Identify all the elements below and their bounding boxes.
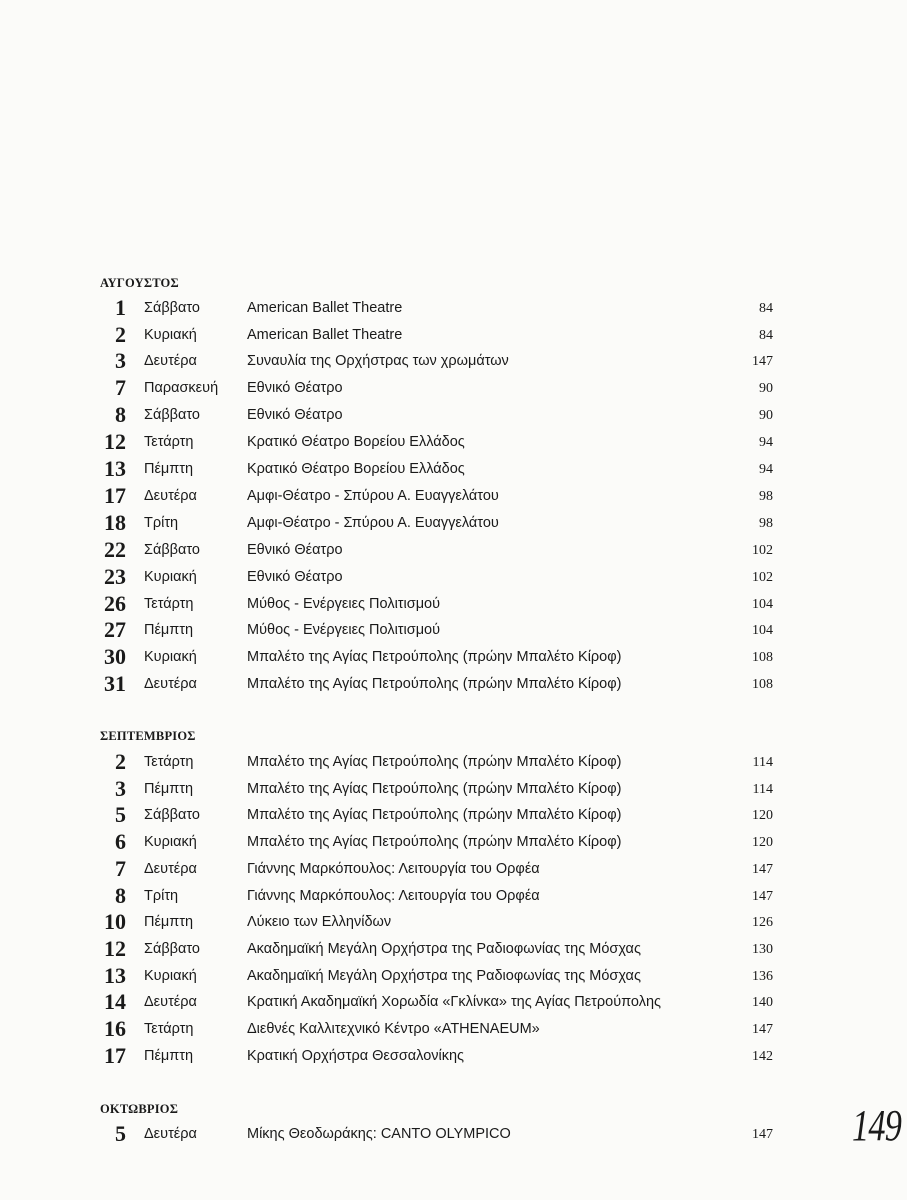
page-reference: 126 [752,915,773,930]
page-reference: 114 [752,782,773,797]
schedule-row [0,883,907,912]
event-title: Αμφι-Θέατρο - Σπύρου Α. Ευαγγελάτου [247,515,499,531]
day-number: 5 [115,1121,126,1146]
weekday: Σάββατο [144,407,200,423]
month-heading: ΣΕΠΤΕΜΒΡΙΟΣ [100,729,196,743]
page-number: 149 [852,1101,902,1150]
page-reference: 140 [752,995,773,1010]
page-reference: 94 [759,462,773,477]
schedule-row [0,776,907,805]
day-number: 5 [115,802,126,827]
weekday: Δευτέρα [144,994,197,1010]
page-reference: 102 [752,570,773,585]
page-reference: 104 [752,623,773,638]
event-title: Εθνικό Θέατρο [247,380,343,396]
schedule-row [0,456,907,485]
weekday: Πέμπτη [144,1048,194,1064]
event-title: Γιάννης Μαρκόπουλος: Λειτουργία του Ορφέα [247,888,540,904]
page-reference: 94 [759,435,773,450]
page-reference: 147 [752,1022,773,1037]
day-number: 31 [104,671,126,696]
day-number: 13 [104,456,126,481]
schedule-row [0,1043,907,1072]
event-title: American Ballet Theatre [247,327,403,343]
schedule-row [0,989,907,1018]
weekday: Δευτέρα [144,676,197,692]
weekday: Παρασκευή [144,380,219,396]
page-reference: 147 [752,354,773,369]
schedule-row [0,591,907,620]
schedule-row [0,348,907,377]
day-number: 2 [115,322,126,347]
schedule-row [0,375,907,404]
day-number: 13 [104,963,126,988]
page-reference: 120 [752,835,773,850]
event-title: American Ballet Theatre [247,300,403,316]
page-reference: 147 [752,889,773,904]
page-reference: 147 [752,1127,773,1142]
page-reference: 98 [759,489,773,504]
event-title: Μπαλέτο της Αγίας Πετρούπολης (πρώην Μπαλέτο Κίροφ) [247,754,622,770]
page-reference: 120 [752,808,773,823]
weekday: Κυριακή [144,968,197,984]
day-number: 3 [115,348,126,373]
day-number: 27 [104,617,126,642]
schedule-row [0,510,907,539]
page-reference: 90 [759,381,773,396]
schedule-row [0,963,907,992]
schedule-row [0,802,907,831]
weekday: Κυριακή [144,649,197,665]
schedule-row [0,749,907,778]
event-title: Μπαλέτο της Αγίας Πετρούπολης (πρώην Μπαλέτο Κίροφ) [247,834,622,850]
weekday: Κυριακή [144,834,197,850]
event-title: Συναυλία της Ορχήστρας των χρωμάτων [247,353,509,369]
weekday: Δευτέρα [144,488,197,504]
page-reference: 114 [752,755,773,770]
weekday: Τετάρτη [144,596,194,612]
page-reference: 84 [759,328,773,343]
day-number: 12 [104,936,126,961]
weekday: Κυριακή [144,569,197,585]
day-number: 8 [115,402,126,427]
event-title: Αμφι-Θέατρο - Σπύρου Α. Ευαγγελάτου [247,488,499,504]
day-number: 17 [104,1043,126,1068]
page-reference: 102 [752,543,773,558]
schedule-row [0,644,907,673]
page-reference: 142 [752,1049,773,1064]
day-number: 2 [115,749,126,774]
page-reference: 147 [752,862,773,877]
day-number: 30 [104,644,126,669]
schedule-row [0,1121,907,1150]
schedule-row [0,429,907,458]
page-reference: 130 [752,942,773,957]
weekday: Τρίτη [144,888,179,904]
month-heading: ΟΚΤΩΒΡΙΟΣ [100,1102,179,1116]
day-number: 1 [115,295,126,320]
page-reference: 90 [759,408,773,423]
schedule-row [0,564,907,593]
event-title: Διεθνές Καλλιτεχνικό Κέντρο «ATHENAEUM» [247,1021,540,1037]
weekday: Πέμπτη [144,461,194,477]
schedule-row [0,322,907,351]
event-title: Μίκης Θεοδωράκης: CANTO OLYMPICO [247,1126,511,1142]
event-title: Εθνικό Θέατρο [247,542,343,558]
day-number: 12 [104,429,126,454]
event-title: Ακαδημαϊκή Μεγάλη Ορχήστρα της Ραδιοφωνίας της Μόσχας [247,941,641,957]
weekday: Πέμπτη [144,622,194,638]
schedule-row [0,402,907,431]
event-title: Λύκειο των Ελληνίδων [247,914,392,930]
page-reference: 98 [759,516,773,531]
schedule-row [0,856,907,885]
weekday: Δευτέρα [144,1126,197,1142]
schedule-row [0,483,907,512]
weekday: Πέμπτη [144,781,194,797]
day-number: 16 [104,1016,126,1041]
schedule-row [0,936,907,965]
day-number: 23 [104,564,126,589]
page-reference: 136 [752,969,773,984]
weekday: Πέμπτη [144,914,194,930]
day-number: 22 [104,537,126,562]
weekday: Σάββατο [144,300,200,316]
day-number: 18 [104,510,126,535]
schedule-row [0,671,907,700]
page-reference: 84 [759,301,773,316]
event-title: Μύθος - Ενέργειες Πολιτισμού [247,622,441,638]
event-title: Γιάννης Μαρκόπουλος: Λειτουργία του Ορφέα [247,861,540,877]
event-title: Μπαλέτο της Αγίας Πετρούπολης (πρώην Μπαλέτο Κίροφ) [247,676,622,692]
day-number: 3 [115,776,126,801]
weekday: Τετάρτη [144,754,194,770]
day-number: 26 [104,591,126,616]
event-title: Κρατικό Θέατρο Βορείου Ελλάδος [247,434,465,450]
event-title: Κρατική Ακαδημαϊκή Χορωδία «Γκλίνκα» της Αγίας Πετρούπολης [247,994,662,1010]
page-reference: 104 [752,597,773,612]
weekday: Δευτέρα [144,353,197,369]
page-reference: 108 [752,650,773,665]
day-number: 14 [104,989,126,1014]
weekday: Κυριακή [144,327,197,343]
weekday: Τετάρτη [144,434,194,450]
schedule-row [0,909,907,938]
event-title: Κρατικό Θέατρο Βορείου Ελλάδος [247,461,465,477]
event-title: Μπαλέτο της Αγίας Πετρούπολης (πρώην Μπαλέτο Κίροφ) [247,807,622,823]
weekday: Σάββατο [144,807,200,823]
event-title: Μπαλέτο της Αγίας Πετρούπολης (πρώην Μπαλέτο Κίροφ) [247,649,622,665]
day-number: 17 [104,483,126,508]
weekday: Τετάρτη [144,1021,194,1037]
weekday: Σάββατο [144,941,200,957]
schedule-row [0,829,907,858]
schedule-row [0,617,907,646]
event-title: Εθνικό Θέατρο [247,407,343,423]
day-number: 8 [115,883,126,908]
schedule-row [0,295,907,324]
month-heading: ΑΥΓΟΥΣΤΟΣ [100,276,179,290]
day-number: 6 [115,829,126,854]
weekday: Σάββατο [144,542,200,558]
schedule-row [0,1016,907,1045]
event-title: Μύθος - Ενέργειες Πολιτισμού [247,596,441,612]
schedule-row [0,537,907,566]
day-number: 10 [104,909,126,934]
event-title: Ακαδημαϊκή Μεγάλη Ορχήστρα της Ραδιοφωνίας της Μόσχας [247,968,641,984]
day-number: 7 [115,856,126,881]
event-title: Εθνικό Θέατρο [247,569,343,585]
weekday: Δευτέρα [144,861,197,877]
event-title: Κρατική Ορχήστρα Θεσσαλονίκης [247,1048,465,1064]
event-title: Μπαλέτο της Αγίας Πετρούπολης (πρώην Μπαλέτο Κίροφ) [247,781,622,797]
page-reference: 108 [752,677,773,692]
weekday: Τρίτη [144,515,179,531]
day-number: 7 [115,375,126,400]
